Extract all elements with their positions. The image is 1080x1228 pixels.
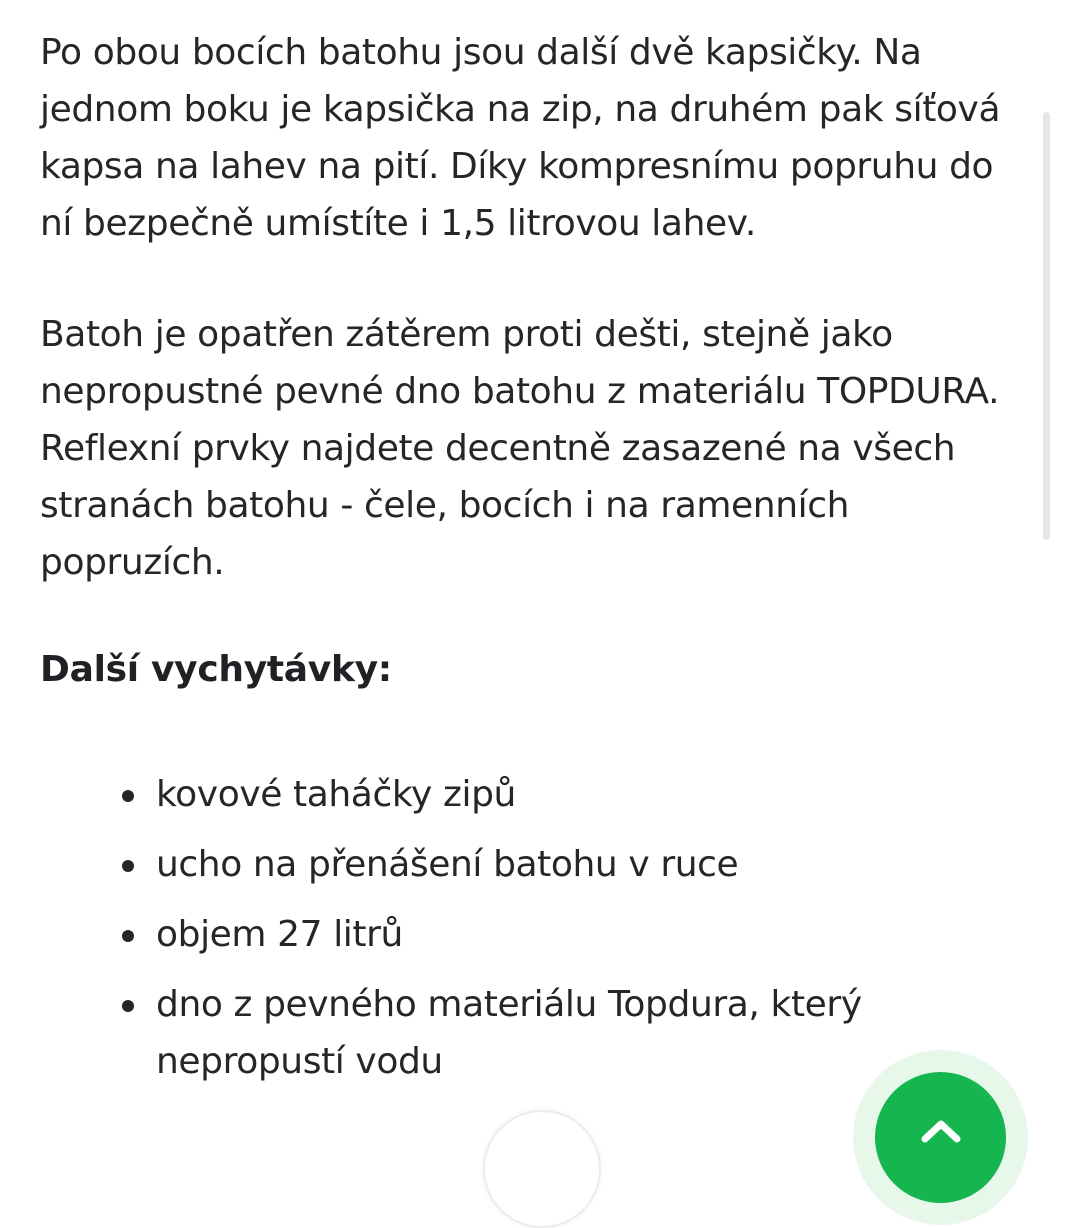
bullet-dot [122, 930, 134, 942]
list-item [40, 836, 956, 893]
bullet-dot [122, 860, 134, 872]
article-content [40, 24, 1030, 1103]
list-item-text: ucho na přenášení batohu v ruce [156, 844, 739, 885]
list-item [40, 766, 956, 823]
list-item-text: kovové taháčky zipů [156, 774, 516, 815]
floating-button-secondary[interactable] [483, 1110, 601, 1228]
bullet-dot [122, 1000, 134, 1012]
list-item-text: dno z pevného materiálu Topdura, který nepropustí vodu [156, 984, 862, 1082]
scrollbar[interactable] [1043, 112, 1050, 540]
bullet-dot [122, 790, 134, 802]
section-heading: Další vychytávky: [40, 649, 392, 690]
article-paragraph: Batoh je opatřen zátěrem proti dešti, stejně jako nepropustné pevné dno batohu z materiálu TOPDURA. Reflexní prvky najdete decentně zasazené na všech stranách batohu - čele, bocích i na ramenních popruzích. [40, 314, 1000, 583]
chevron-up-icon [920, 1116, 962, 1148]
features-list [40, 766, 1030, 1090]
article-paragraph: Po obou bocích batohu jsou další dvě kapsičky. Na jednom boku je kapsička na zip, na druhém pak síťová kapsa na lahev na pití. Díky kompresnímu popruhu do ní bezpečně umístíte i 1,5 litrovou lahev. [40, 32, 1001, 244]
list-item [40, 976, 956, 1090]
scroll-to-top-button[interactable] [875, 1072, 1006, 1203]
list-item-text: objem 27 litrů [156, 914, 403, 955]
list-item [40, 906, 956, 963]
